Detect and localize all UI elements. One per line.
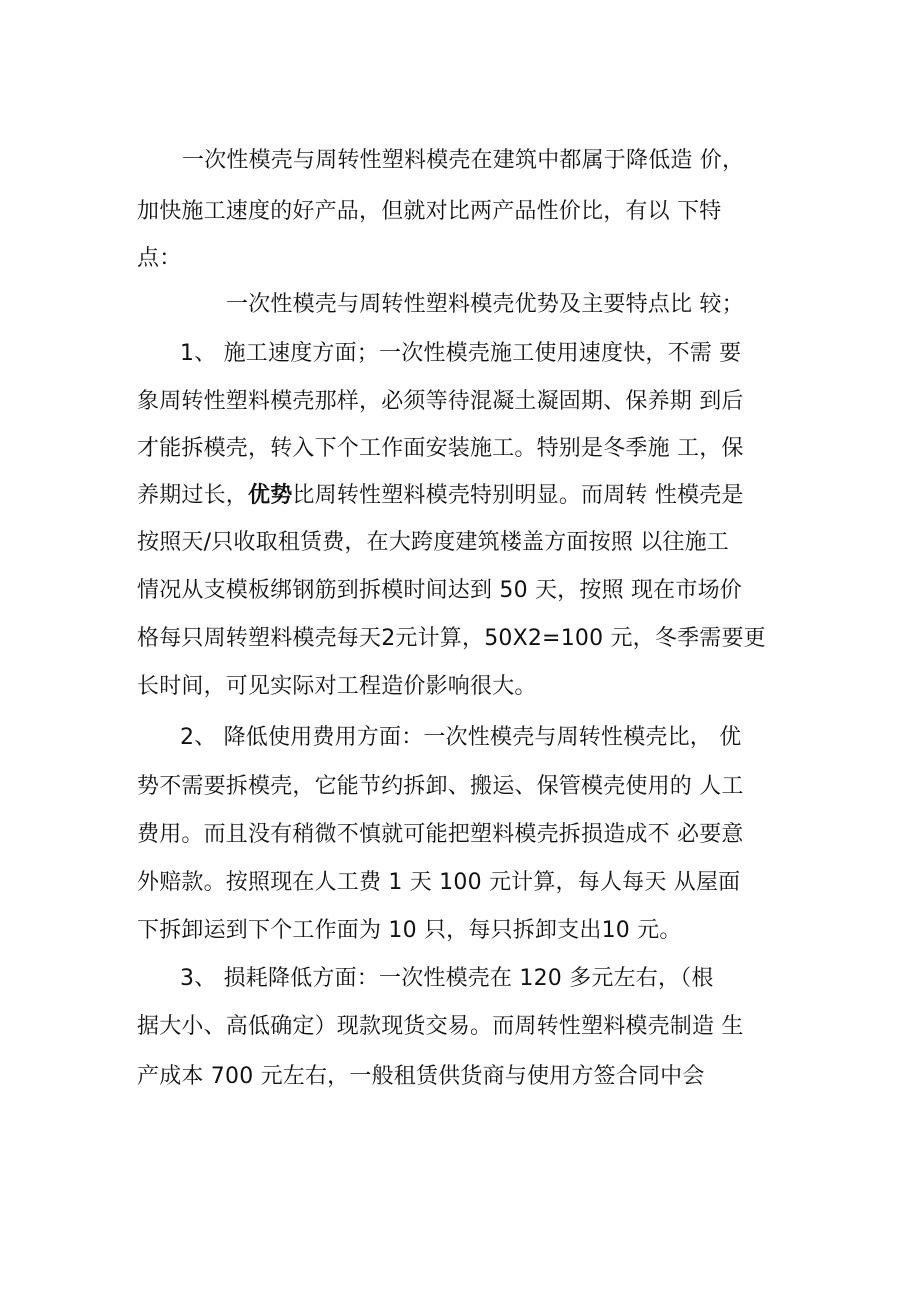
intro-line-1: 一次性模壳与周转性塑料模壳在建筑中都属于降低造 价， bbox=[182, 148, 745, 173]
section-heading: 一次性模壳与周转性塑料模壳优势及主要特点比 较； bbox=[226, 292, 744, 317]
section1-line-8: 长时间，可见实际对工程造价影响很大。 bbox=[137, 674, 537, 699]
section3-line-1: 3、 损耗降低方面：一次性模壳在 120 多元左右，（根 bbox=[180, 966, 714, 991]
section1-line-6: 情况从支模板绑钢筋到拆模时间达到 50 天，按照 现在市场价 bbox=[137, 578, 742, 603]
section2-line-3: 费用。而且没有稍微不慎就可能把塑料模壳拆损造成不 必要意 bbox=[137, 822, 744, 847]
section1-line-4 bbox=[137, 480, 744, 512]
section3-line-3: 产成本 700 元左右，一般租赁供货商与使用方签合同中会 bbox=[137, 1064, 705, 1089]
intro-line-3: 点： bbox=[137, 246, 182, 271]
section1-line-5: 按照天/只收取租赁费，在大跨度建筑楼盖方面按照 以往施工 bbox=[137, 530, 730, 555]
section2-line-5: 下拆卸运到下个工作面为 10 只，每只拆卸支出10 元。 bbox=[137, 918, 682, 943]
section1-line-3: 才能拆模壳，转入下个工作面安装施工。特别是冬季施 工，保 bbox=[137, 436, 744, 461]
section2-line-1: 2、 降低使用费用方面：一次性模壳与周转性模壳比， 优 bbox=[180, 725, 742, 750]
section2-line-2: 势不需要拆模壳，它能节约拆卸、搬运、保管模壳使用的 人工 bbox=[137, 774, 744, 799]
section1-line-1: 1、 施工速度方面；一次性模壳施工使用速度快，不需 要 bbox=[180, 341, 742, 366]
intro-line-2: 加快施工速度的好产品，但就对比两产品性价比，有以 下特 bbox=[137, 199, 722, 224]
section2-line-4: 外赔款。按照现在人工费 1 天 100 元计算，每人每天 从屋面 bbox=[137, 870, 741, 895]
section1-line-2: 象周转性塑料模壳那样，必须等待混凝土凝固期、保养期 到后 bbox=[137, 389, 744, 414]
section1-line-7: 格每只周转塑料模壳每天2元计算，50X2=100 元，冬季需要更 bbox=[137, 626, 766, 651]
section1-line-4-bold: 优势 bbox=[248, 483, 293, 508]
section1-line-4-post: 比周转性塑料模壳特别明显。而周转 性模壳是 bbox=[292, 483, 744, 508]
section3-line-2: 据大小、高低确定）现款现货交易。而周转性塑料模壳制造 生 bbox=[137, 1014, 744, 1039]
section1-line-4-pre: 养期过长， bbox=[137, 483, 249, 508]
